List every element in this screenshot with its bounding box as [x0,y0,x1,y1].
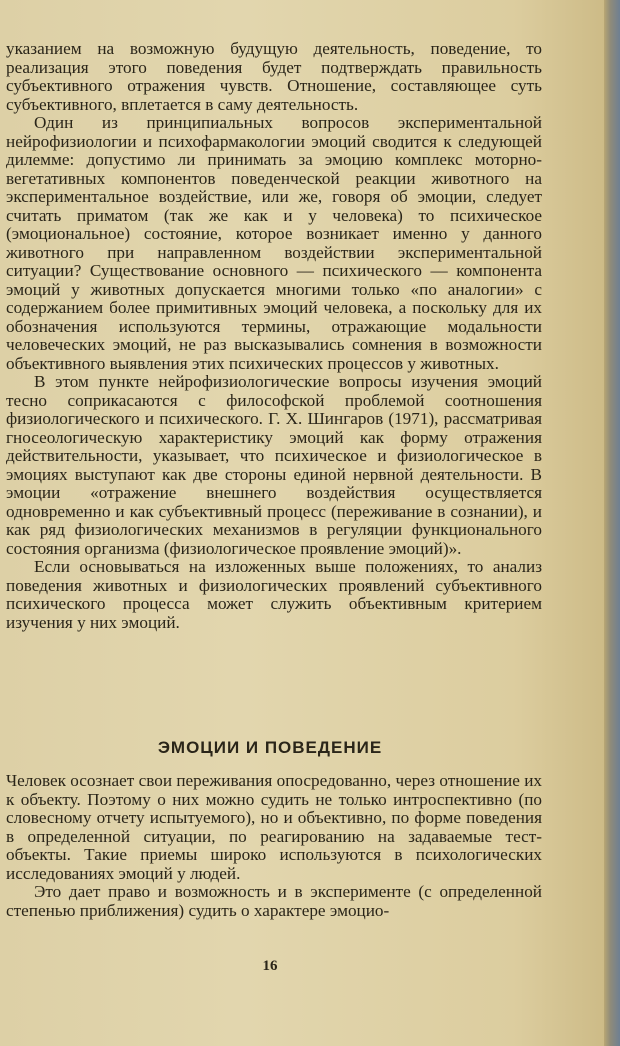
paragraph: В этом пункте нейрофизиологические вопросы изучения эмоций тесно соприкасаются с философской проблемой соотношения физиологического и психического. Г. Х. Шингаров (1971), рассматривая гносеологическую характеристику эмоций как форму отражения действительности, указывает, что психическое и физиологическое в эмоциях выступают как две стороны единой нервной деятельности. В эмоции «отражение внешнего воздействия осуществляется одновременно и как субъективный процесс (переживание в сознании), и как ряд физиологических механизмов в регуляции функционального состояния организма (физиологическое проявление эмоций)». [6,372,542,558]
paragraph: Человек осознает свои переживания опосредованно, через отношение их к объекту. Поэтому о них можно судить не только интроспективно (по словесному отчету испытуемого), но и объективно, по форме поведения в определенной ситуации, по реагированию на задаваемые тест-объекты. Такие приемы широко используются в психологических исследованиях эмоций у людей. [6,771,542,883]
paragraph: указанием на возможную будущую деятельность, поведение, то реализация этого поведения будет подтверждать правильность субъективного отражения чувств. Отношение, составляющее суть субъективного, вплетается в саму деятельность. [6,39,542,114]
paragraph: Один из принципиальных вопросов экспериментальной нейрофизиологии и психофармакологии эмоций сводится к следующей дилемме: допустимо ли принимать за эмоцию комплекс моторно-вегетативных компонентов поведенческой реакции животного на экспериментальное воздействие, или же, говоря об эмоции, следует считать приматом (так же как и у человека) то психическое (эмоциональное) состояние, которое возникает именно у данного животного при направленном воздействии экспериментальной ситуации? Существование основного — психического — компонента эмоций у животных допускается многими только «по аналогии» с содержанием более примитивных эмоций человека, а поскольку для их обозначения используются термины, отражающие модальности человеческих эмоций, не раз высказывались сомнения в возможности объективного выявления этих психических процессов у животных. [6,113,542,373]
page-edge [604,0,620,1046]
body-text-top [6,40,542,632]
section-heading: ЭМОЦИИ И ПОВЕДЕНИЕ [157,738,383,757]
body-text-bottom [6,772,542,920]
paragraph: Если основываться на изложенных выше положениях, то анализ поведения животных и физиологических проявлений субъективного психического процесса может служить объективным критерием изучения у них эмоций. [6,557,542,632]
page-number: 16 [262,958,278,974]
paragraph: Это дает право и возможность и в эксперименте (с определенной степенью приближения) судить о характере эмоцио- [6,882,542,920]
